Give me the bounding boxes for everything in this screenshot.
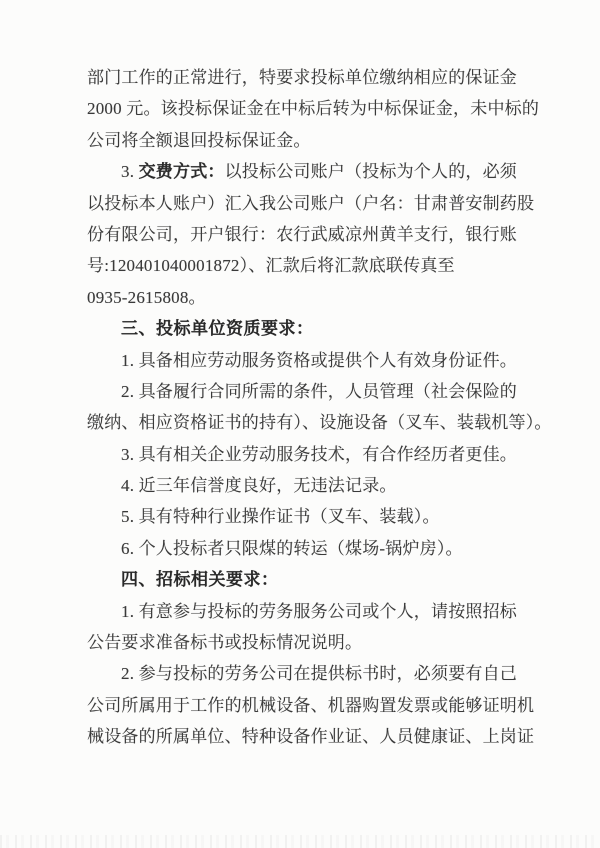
bold-run: 交费方式： bbox=[138, 162, 225, 182]
list-item: 1. 具备相应劳动服务资格或提供个人有效身份证件。 bbox=[121, 350, 517, 370]
doc-line: 2000 元。该投标保证金在中标后转为中标保证金，未中标的 bbox=[87, 99, 540, 119]
doc-line: 公司将全额退回投标保证金。 bbox=[87, 130, 311, 150]
doc-line: 缴纳、相应资格证书的持有）、设施设备（叉车、装载机等）。 bbox=[87, 413, 552, 433]
doc-line: 械设备的所属单位、特种设备作业证、人员健康证、上岗证 bbox=[87, 727, 535, 747]
list-item: 5. 具有特种行业操作证书（叉车、装载）。 bbox=[121, 507, 440, 527]
text-run: 以投标公司账户（投标为个人的，必须 bbox=[224, 162, 518, 182]
section-heading-bid-requirements: 四、招标相关要求： bbox=[121, 570, 279, 590]
doc-line-payment-method bbox=[87, 156, 527, 187]
doc-line: 部门工作的正常进行，特要求投标单位缴纳相应的保证金 bbox=[87, 68, 517, 87]
doc-line: 公司所属用于工作的机械设备、机器购置发票或能够证明机 bbox=[87, 695, 535, 715]
scan-noise-band bbox=[0, 835, 600, 848]
list-number: 3. bbox=[121, 162, 139, 182]
doc-line-fax-number: 0935-2615808。 bbox=[87, 287, 206, 307]
doc-line: 以投标本人账户）汇入我公司账户（户名：甘肃普安制药股 bbox=[87, 193, 535, 213]
doc-line: 公告要求准备标书或投标情况说明。 bbox=[87, 633, 363, 653]
doc-line: 份有限公司，开户银行：农行武威凉州黄羊支行，银行账 bbox=[87, 224, 517, 244]
document-body bbox=[87, 62, 552, 753]
list-item: 2. 参与投标的劳务公司在提供标书时，必须要有自己 bbox=[121, 664, 517, 684]
list-item: 1. 有意参与投标的劳务服务公司或个人，请按照招标 bbox=[121, 601, 517, 621]
doc-line-bank-account: 号:120401040001872）、汇款后将汇款底联传真至 bbox=[87, 256, 455, 276]
section-heading-qualifications: 三、投标单位资质要求： bbox=[121, 319, 314, 339]
list-item: 4. 近三年信誉度良好，无违法记录。 bbox=[121, 476, 397, 496]
list-item: 2. 具备履行合同所需的条件，人员管理（社会保险的 bbox=[121, 381, 517, 401]
list-item: 3. 具有相关企业劳动服务技术，有合作经历者更佳。 bbox=[121, 444, 517, 464]
list-item: 6. 个人投标者只限煤的转运（煤场-锅炉房）。 bbox=[121, 538, 463, 558]
